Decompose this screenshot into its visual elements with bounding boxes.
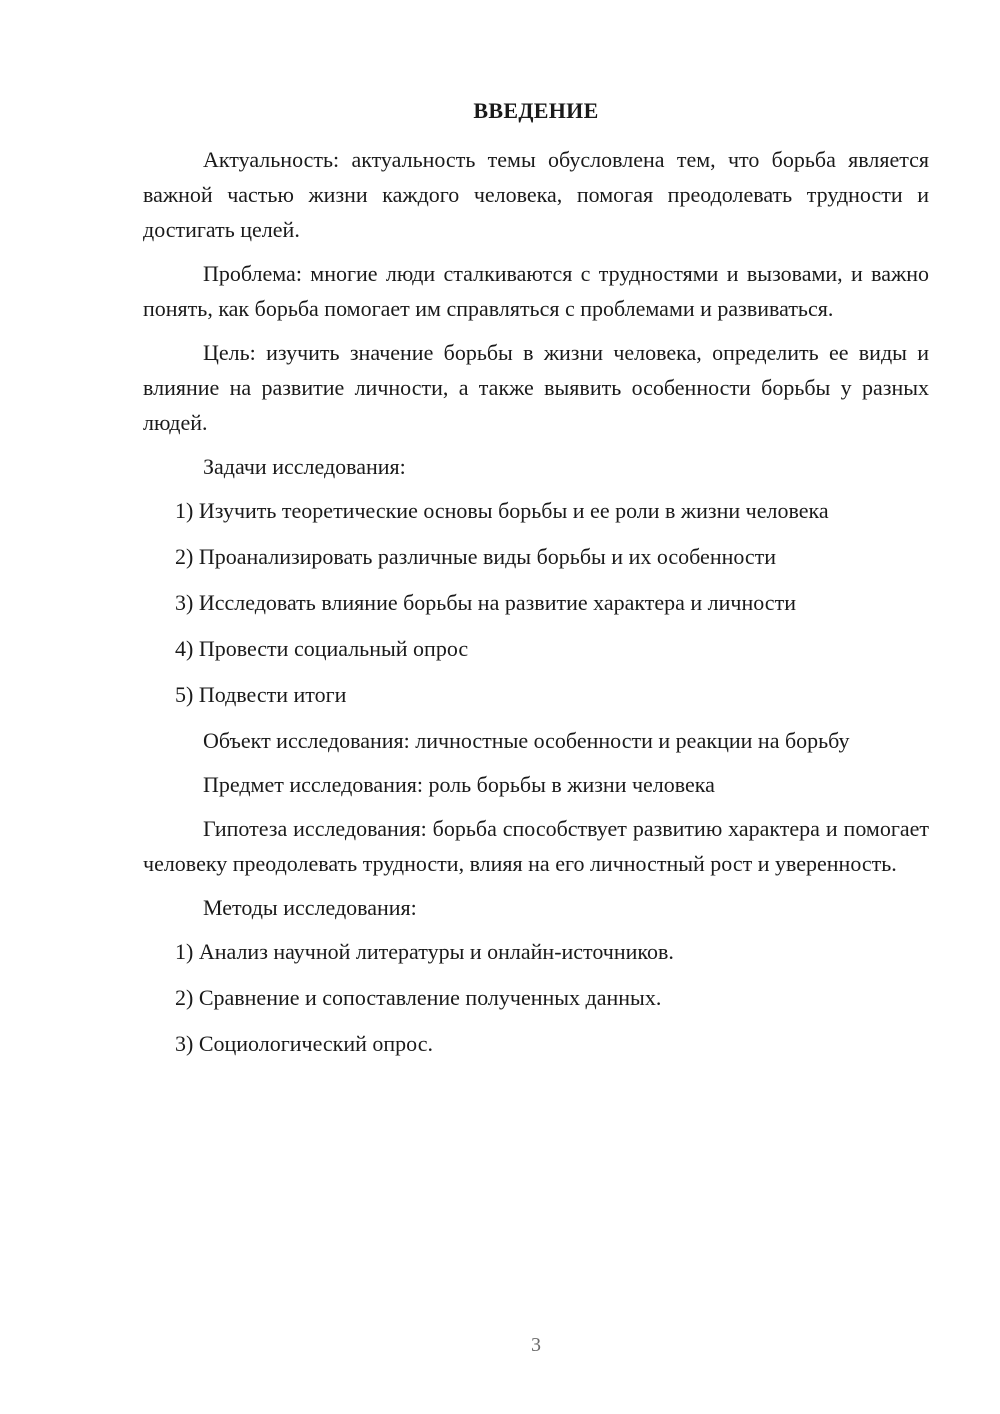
task-item: 4) Провести социальный опрос xyxy=(175,636,469,661)
method-item: 2) Сравнение и сопоставление полученных данных. xyxy=(175,985,662,1010)
subject-paragraph: Предмет исследования: роль борьбы в жизни человека xyxy=(203,772,715,797)
method-item: 1) Анализ научной литературы и онлайн-источников. xyxy=(175,939,674,964)
methods-list xyxy=(143,934,929,1062)
relevance-paragraph: Актуальность: актуальность темы обусловлена тем, что борьба является важной частью жизни каждого человека, помогая преодолевать трудности и достигать целей. xyxy=(143,147,929,242)
object-paragraph: Объект исследования: личностные особенности и реакции на борьбу xyxy=(203,728,850,753)
document-body xyxy=(143,142,929,1072)
task-item: 2) Проанализировать различные виды борьбы и их особенности xyxy=(175,544,777,569)
task-item: 3) Исследовать влияние борьбы на развитие характера и личности xyxy=(175,590,796,615)
methods-heading: Методы исследования: xyxy=(203,895,417,920)
task-item: 5) Подвести итоги xyxy=(175,682,347,707)
tasks-heading: Задачи исследования: xyxy=(203,454,406,479)
page-number: 3 xyxy=(531,1334,541,1356)
method-item: 3) Социологический опрос. xyxy=(175,1031,433,1056)
task-item: 1) Изучить теоретические основы борьбы и ее роли в жизни человека xyxy=(175,498,829,523)
problem-paragraph: Проблема: многие люди сталкиваются с трудностями и вызовами, и важно понять, как борьба помогает им справляться с проблемами и развиваться. xyxy=(143,261,929,321)
section-title: ВВЕДЕНИЕ xyxy=(473,98,599,123)
goal-paragraph: Цель: изучить значение борьбы в жизни человека, определить ее виды и влияние на развитие личности, а также выявить особенности борьбы у разных людей. xyxy=(143,340,929,435)
hypothesis-paragraph: Гипотеза исследования: борьба способствует развитию характера и помогает человеку преодолевать трудности, влияя на его личностный рост и уверенность. xyxy=(143,816,929,876)
tasks-list xyxy=(143,493,929,713)
